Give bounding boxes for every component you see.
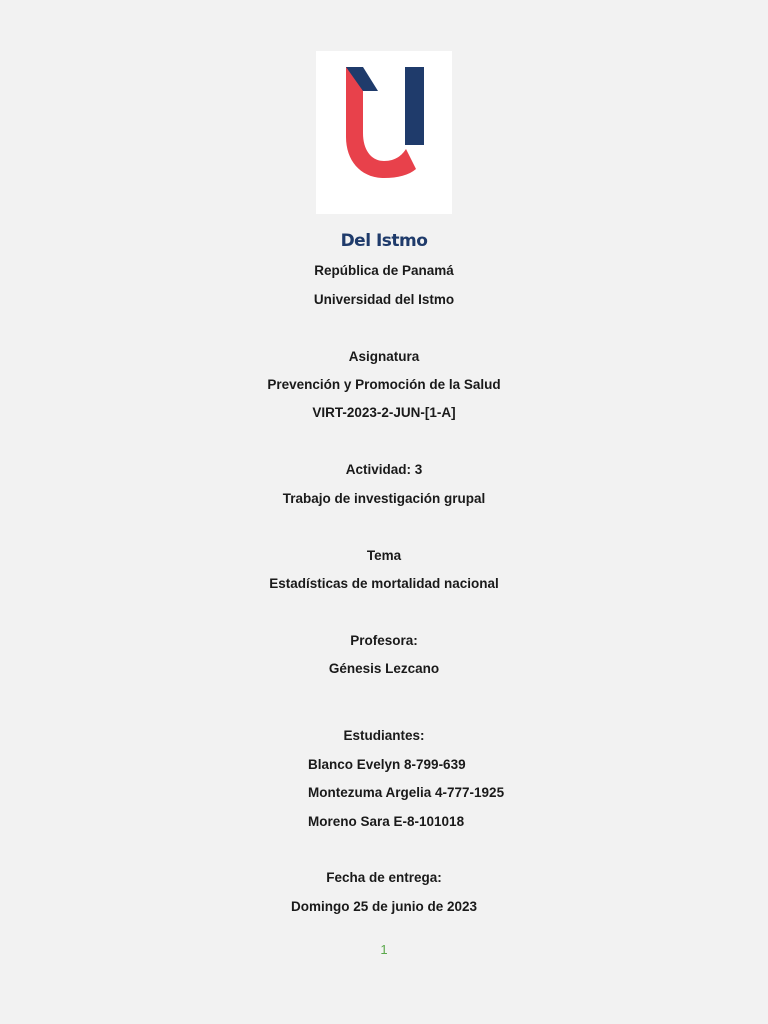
activity-description: Trabajo de investigación grupal [282, 491, 486, 506]
logo-text: Del Istmo [340, 231, 428, 251]
student-item: Blanco Evelyn 8-799-639 [308, 757, 466, 772]
subject-label: Asignatura [348, 349, 420, 364]
page-number: 1 [380, 942, 388, 957]
delivery-label: Fecha de entrega: [326, 870, 442, 885]
university-name: Universidad del Istmo [313, 292, 455, 307]
student-item: Moreno Sara E-8-101018 [308, 814, 465, 829]
professor-name: Génesis Lezcano [328, 661, 440, 676]
country-name: República de Panamá [314, 263, 454, 278]
delivery-date: Domingo 25 de junio de 2023 [290, 899, 478, 914]
students-label: Estudiantes: [343, 728, 425, 743]
topic-title: Estadísticas de mortalidad nacional [269, 576, 499, 591]
topic-label: Tema [366, 548, 402, 563]
subject-name: Prevención y Promoción de la Salud [267, 377, 501, 392]
activity-label: Actividad: 3 [345, 462, 423, 477]
u-logo-mark-icon [316, 51, 452, 214]
professor-label: Profesora: [350, 633, 418, 648]
student-item: Montezuma Argelia 4-777-1925 [308, 785, 505, 800]
subject-code: VIRT-2023-2-JUN-[1-A] [312, 405, 456, 420]
university-logo [316, 51, 452, 251]
